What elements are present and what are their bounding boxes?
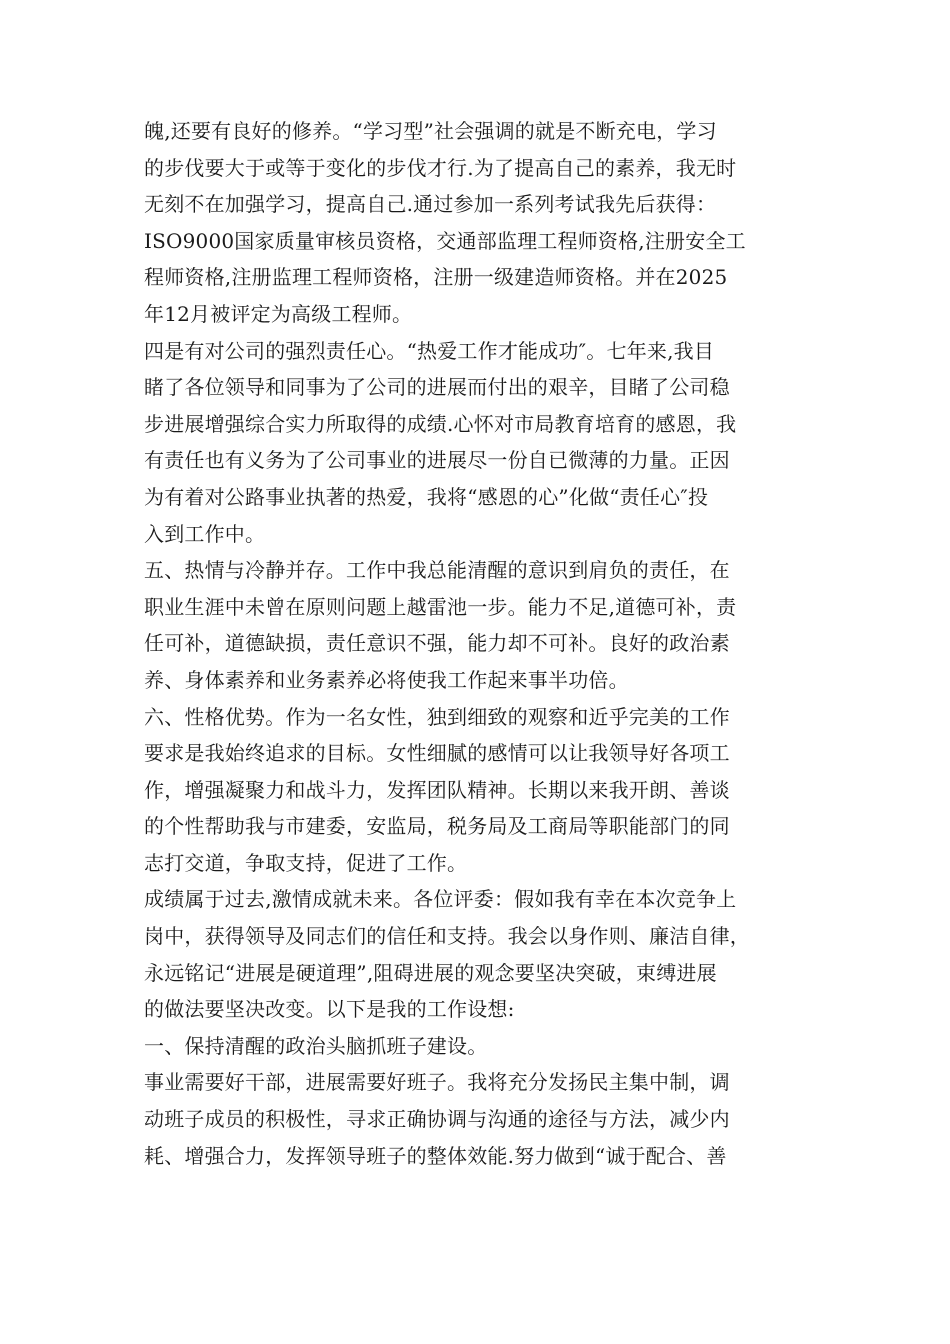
text-line: 睹了各位领导和同事为了公司的进展而付出的艰辛，目睹了公司稳 bbox=[144, 375, 730, 400]
text-line: 入到工作中。 bbox=[144, 521, 266, 546]
text-line: 成绩属于过去,激情成就未来。各位评委：假如我有幸在本次竞争上 bbox=[144, 887, 737, 912]
text-line: 岗中，获得领导及同志们的信任和支持。我会以身作则、廉洁自律， bbox=[144, 924, 750, 949]
text-line: 永远铭记“进展是硬道理”,阻碍进展的观念要坚决突破，束缚进展 bbox=[144, 960, 717, 985]
text-line: 养、身体素养和业务素养必将使我工作起来事半功倍。 bbox=[144, 667, 629, 692]
text-line: 六、性格优势。作为一名女性，独到细致的观察和近乎完美的工作 bbox=[144, 704, 730, 729]
text-line: 无刻不在加强学习，提高自己.通过参加一系列考试我先后获得： bbox=[144, 192, 717, 217]
text-line: 的步伐要大于或等于变化的步伐才行.为了提高自己的素养，我无时 bbox=[144, 155, 737, 180]
text-line: 耗、增强合力，发挥领导班子的整体效能.努力做到“诚于配合、善 bbox=[144, 1143, 727, 1168]
text-line: 作，增强凝聚力和战斗力，发挥团队精神。长期以来我开朗、善谈 bbox=[144, 777, 730, 802]
text-line: 为有着对公路事业执著的热爱，我将“感恩的心”化做“责任心″投 bbox=[144, 484, 709, 509]
text-line: 任可补，道德缺损，责任意识不强，能力却不可补。良好的政治素 bbox=[144, 631, 730, 656]
text-line: 动班子成员的积极性，寻求正确协调与沟通的途径与方法，减少内 bbox=[144, 1107, 730, 1132]
text-line: 志打交道，争取支持，促进了工作。 bbox=[144, 850, 468, 875]
text-line: 一、保持清醒的政治头脑抓班子建设。 bbox=[144, 1033, 488, 1058]
text-line: 步进展增强综合实力所取得的成绩.心怀对市局教育培育的感恩，我 bbox=[144, 411, 737, 436]
text-line: 的做法要坚决改变。以下是我的工作设想: bbox=[144, 997, 515, 1022]
text-line: ISO9000国家质量审核员资格，交通部监理工程师资格,注册安全工 bbox=[144, 228, 746, 253]
body-text bbox=[144, 113, 844, 1174]
text-line: 魄,还要有良好的修养。“学习型”社会强调的就是不断充电，学习 bbox=[144, 119, 717, 143]
text-line: 事业需要好干部，进展需要好班子。我将充分发扬民主集中制，调 bbox=[144, 1070, 730, 1095]
text-line: 程师资格,注册监理工程师资格，注册一级建造师资格。并在2025 bbox=[144, 265, 728, 290]
text-line: 四是有对公司的强烈责任心。“热爱工作才能成功″。七年来,我目 bbox=[144, 338, 715, 363]
text-line: 年12月被评定为高级工程师。 bbox=[144, 301, 413, 326]
text-line: 职业生涯中未曾在原则问题上越雷池一步。能力不足,道德可补，责 bbox=[144, 594, 737, 619]
text-line: 五、热情与冷静并存。工作中我总能清醒的意识到肩负的责任，在 bbox=[144, 558, 730, 583]
text-line: 的个性帮助我与市建委，安监局，税务局及工商局等职能部门的同 bbox=[144, 814, 730, 839]
text-line: 有责任也有义务为了公司事业的进展尽一份自已微薄的力量。正因 bbox=[144, 448, 730, 473]
text-line: 要求是我始终追求的目标。女性细腻的感情可以让我领导好各项工 bbox=[144, 741, 730, 766]
